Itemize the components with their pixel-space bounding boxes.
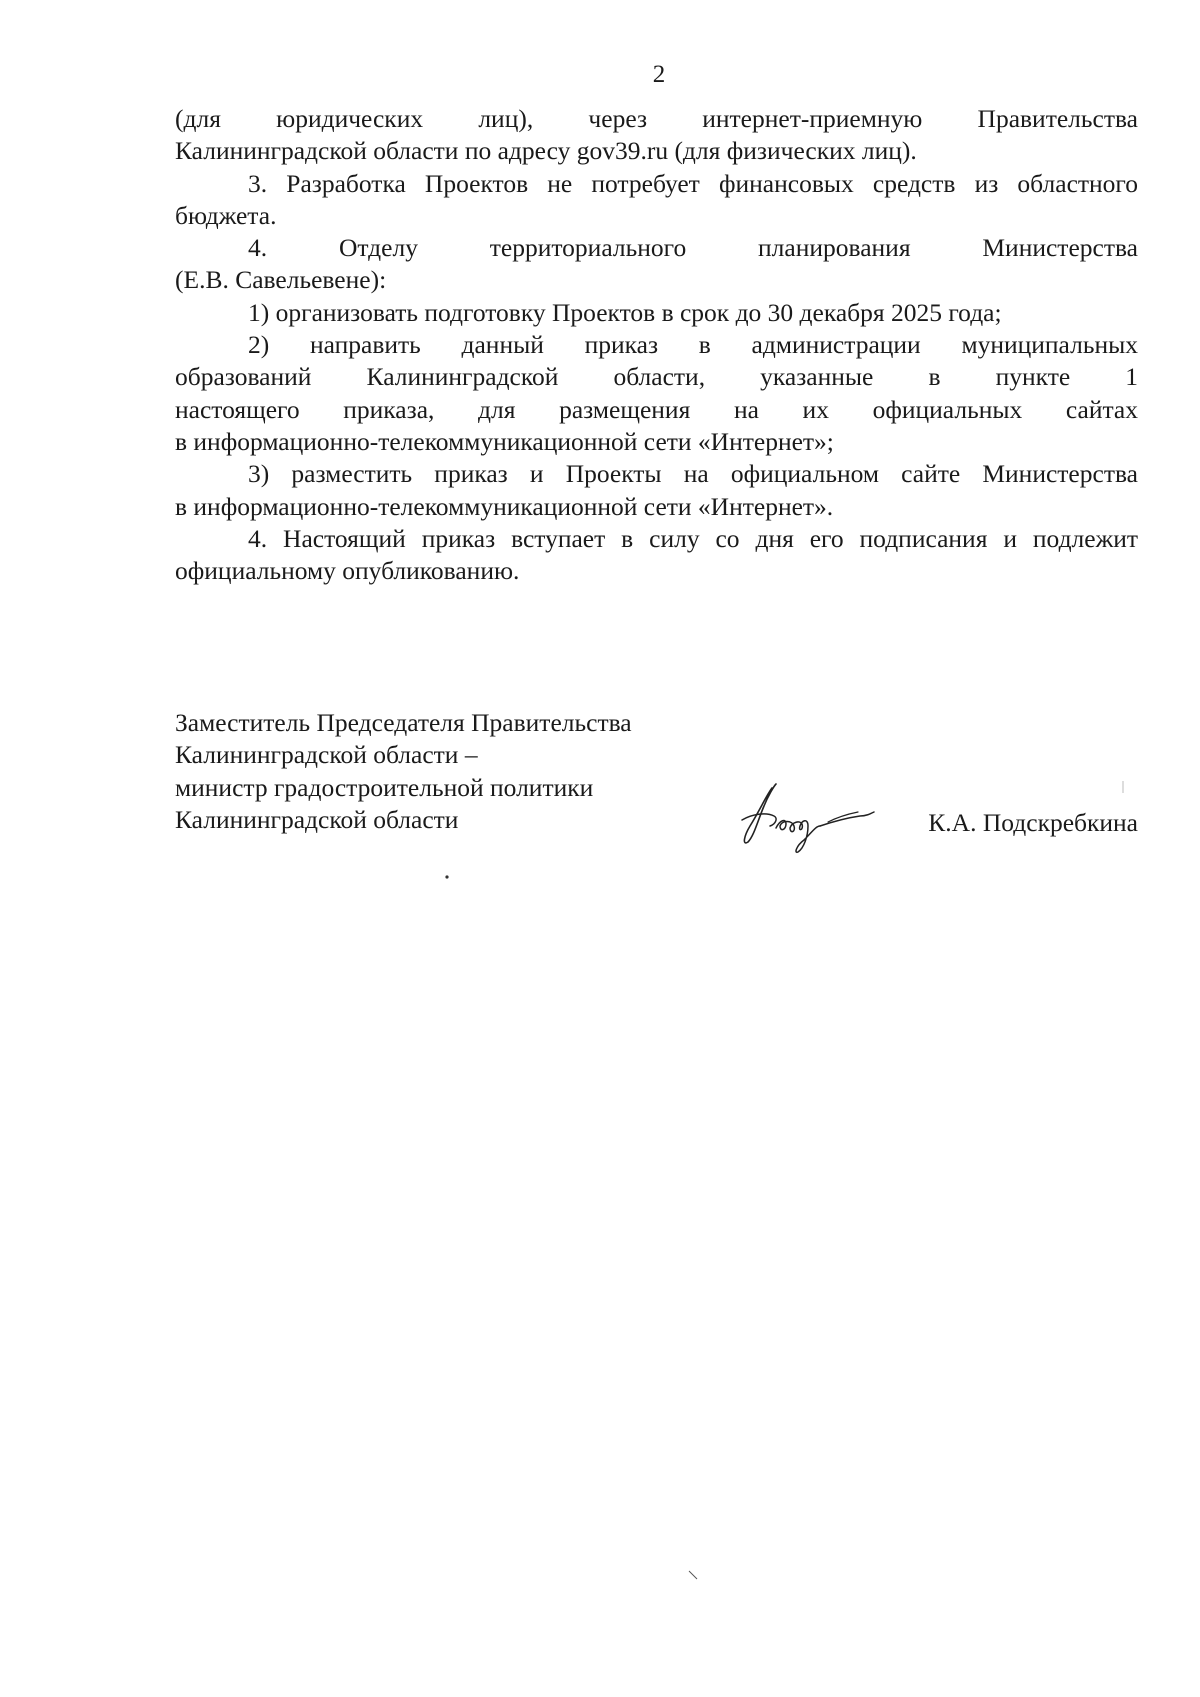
document-body: [175, 103, 1138, 587]
position-line: Калининградской области: [175, 804, 459, 834]
paragraph-line: в информационно-телекоммуникационной сети «Интернет»;: [175, 426, 834, 456]
position-line: Заместитель Председателя Правительства: [175, 708, 632, 737]
paragraph-line: 2) направить данный приказ в администрации муниципальных: [248, 330, 1138, 360]
scan-speck: [444, 874, 450, 880]
paragraph-line: Калининградской области по адресу gov39.ru (для физических лиц).: [175, 136, 917, 166]
signer-name: К.А. Подскребкина: [928, 808, 1138, 837]
paragraph-line: (Е.В. Савельевене):: [175, 265, 387, 295]
position-line: министр градостроительной политики: [175, 772, 594, 802]
paragraph-line: 4. Отделу территориального планирования Министерства: [248, 233, 1138, 263]
paragraph-line: 4. Настоящий приказ вступает в силу со дня его подписания и подлежит: [248, 523, 1138, 553]
position-line: Калининградской области –: [175, 740, 478, 770]
paragraph-line: 1) организовать подготовку Проектов в срок до 30 декабря 2025 года;: [248, 297, 1002, 327]
paragraph-line: 3. Разработка Проектов не потребует финансовых средств из областного: [248, 168, 1138, 198]
scan-speck: [1120, 780, 1126, 794]
paragraph-line: настоящего приказа, для размещения на их официальных сайтах: [175, 394, 1138, 424]
page-number: 2: [652, 61, 666, 88]
handwritten-signature: [736, 776, 886, 856]
signatory-position: [175, 707, 632, 836]
paragraph-line: в информационно-телекоммуникационной сети «Интернет».: [175, 491, 834, 521]
paragraph-line: 3) разместить приказ и Проекты на официальном сайте Министерства: [248, 459, 1138, 489]
paragraph-line: бюджета.: [175, 200, 277, 230]
paragraph-line: официальному опубликованию.: [175, 556, 520, 586]
paragraph-line: образований Калининградской области, указанные в пункте 1: [175, 362, 1138, 392]
scan-speck: [688, 1570, 698, 1580]
paragraph-line: (для юридических лиц), через интернет-приемную Правительства: [175, 104, 1138, 133]
